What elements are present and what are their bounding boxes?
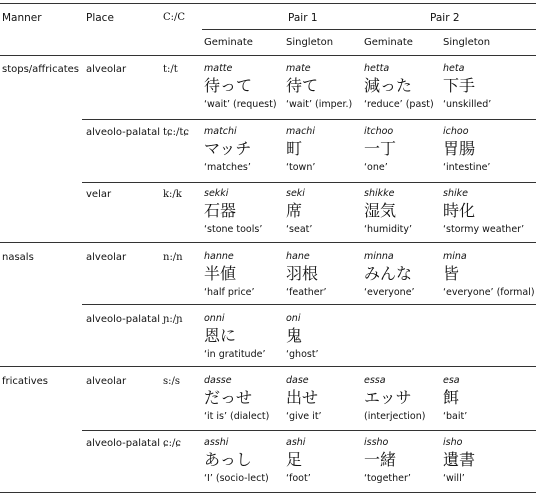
ipa-contrast: tɕ:/tɕ <box>163 127 189 138</box>
japanese-word: 羽根 <box>286 264 319 283</box>
gloss: ‘unskilled’ <box>443 99 492 110</box>
japanese-word: 半値 <box>204 264 237 283</box>
group-separator <box>0 242 536 243</box>
romanization: mate <box>286 63 311 74</box>
gloss: ‘matches’ <box>204 162 251 173</box>
romanization: seki <box>286 188 305 199</box>
romanization: heta <box>443 63 465 74</box>
ipa-contrast: t:/t <box>163 64 178 75</box>
japanese-word: みんな <box>364 264 413 283</box>
place-label: alveolo-palatal <box>86 127 160 138</box>
gloss: ‘stone tools’ <box>204 224 263 235</box>
romanization: hanne <box>204 251 234 262</box>
header-manner: Manner <box>2 12 42 24</box>
gloss: ‘it is’ (dialect) <box>204 411 270 422</box>
header-pair-1: Pair 1 <box>288 12 318 24</box>
romanization: shike <box>443 188 468 199</box>
romanization: ashi <box>286 437 306 448</box>
header-cc: C:/C <box>163 12 186 23</box>
romanization: matte <box>204 63 233 74</box>
romanization: matchi <box>204 126 237 137</box>
romanization: dase <box>286 375 309 386</box>
subheader-geminate-2: Geminate <box>364 37 413 48</box>
gloss: ‘wait’ (imper.) <box>286 99 353 110</box>
ipa-contrast: k:/k <box>163 189 182 200</box>
ipa-contrast: ɕ:/ɕ <box>163 438 181 449</box>
japanese-word: 下手 <box>443 76 476 95</box>
romanization: asshi <box>204 437 229 448</box>
table-bottom-rule <box>0 492 536 493</box>
romanization: hetta <box>364 63 390 74</box>
romanization: machi <box>286 126 315 137</box>
romanization: sekki <box>204 188 229 199</box>
place-label: alveolar <box>86 376 127 387</box>
gloss: ‘in gratitude’ <box>204 349 266 360</box>
subheader-singleton-2: Singleton <box>443 37 491 48</box>
gloss: ‘reduce’ (past) <box>364 99 434 110</box>
japanese-word: 餌 <box>443 388 460 407</box>
gloss: ‘one’ <box>364 162 388 173</box>
gloss: ‘humidity’ <box>364 224 412 235</box>
gloss: ‘will’ <box>443 473 465 484</box>
gloss: (interjection) <box>364 411 426 422</box>
pair-header-rule <box>202 29 536 30</box>
japanese-word: 一丁 <box>364 139 397 158</box>
gloss: ‘wait’ (request) <box>204 99 277 110</box>
gloss: ‘ghost’ <box>286 349 319 360</box>
japanese-word: 胃腸 <box>443 139 476 158</box>
ipa-contrast: ɲ:/ɲ <box>163 314 183 325</box>
japanese-word: 恩に <box>204 326 237 345</box>
japanese-word: 石器 <box>204 201 237 220</box>
japanese-word: 出せ <box>286 388 319 407</box>
row-separator <box>82 304 536 305</box>
subheader-singleton-1: Singleton <box>286 37 334 48</box>
row-separator <box>82 182 536 183</box>
row-separator <box>82 119 536 120</box>
gloss: ‘seat’ <box>286 224 313 235</box>
gloss: ‘town’ <box>286 162 316 173</box>
header-place: Place <box>86 12 114 24</box>
japanese-word: 鬼 <box>286 326 303 345</box>
japanese-word: 減った <box>364 76 413 95</box>
japanese-word: あっし <box>204 450 252 469</box>
romanization: issho <box>364 437 389 448</box>
manner-label: fricatives <box>2 376 49 387</box>
gloss: ‘feather’ <box>286 287 327 298</box>
header-pair-2: Pair 2 <box>430 12 460 24</box>
gloss: ‘bait’ <box>443 411 468 422</box>
ipa-contrast: n:/n <box>163 252 183 263</box>
gloss: ‘together’ <box>364 473 411 484</box>
gloss: ‘foot’ <box>286 473 311 484</box>
japanese-word: 町 <box>286 139 303 158</box>
manner-label: stops/affricates <box>2 64 79 75</box>
japanese-word: 時化 <box>443 201 476 220</box>
romanization: mina <box>443 251 467 262</box>
japanese-word: 待て <box>286 76 319 95</box>
japanese-word: 遺書 <box>443 450 476 469</box>
japanese-word: 湿気 <box>364 201 397 220</box>
gloss: ‘half price’ <box>204 287 255 298</box>
japanese-word: エッサ <box>364 388 412 407</box>
japanese-word: マッチ <box>204 139 252 158</box>
place-label: alveolo-palatal <box>86 314 160 325</box>
row-separator <box>82 430 536 431</box>
gloss: ‘I’ (socio-lect) <box>204 473 269 484</box>
place-label: velar <box>86 189 112 200</box>
romanization: esa <box>443 375 460 386</box>
japanese-word: だっせ <box>204 388 253 407</box>
romanization: ichoo <box>443 126 469 137</box>
gloss: ‘everyone’ <box>364 287 415 298</box>
place-label: alveolar <box>86 252 127 263</box>
gloss: ‘give it’ <box>286 411 322 422</box>
romanization: dasse <box>204 375 232 386</box>
header-bottom-rule <box>0 55 536 56</box>
subheader-geminate-1: Geminate <box>204 37 253 48</box>
ipa-contrast: s:/s <box>163 376 181 387</box>
place-label: alveolar <box>86 64 127 75</box>
gloss: ‘everyone’ (formal) <box>443 287 535 298</box>
japanese-word: 一緒 <box>364 450 397 469</box>
romanization: essa <box>364 375 386 386</box>
romanization: minna <box>364 251 394 262</box>
table-top-rule <box>0 3 536 4</box>
japanese-word: 皆 <box>443 264 460 283</box>
gloss: ‘stormy weather’ <box>443 224 525 235</box>
group-separator <box>0 366 536 367</box>
gloss: ‘intestine’ <box>443 162 491 173</box>
romanization: itchoo <box>364 126 394 137</box>
romanization: shikke <box>364 188 395 199</box>
japanese-word: 待って <box>204 76 253 95</box>
manner-label: nasals <box>2 252 34 263</box>
romanization: onni <box>204 313 225 324</box>
romanization: oni <box>286 313 301 324</box>
japanese-word: 足 <box>286 450 303 469</box>
place-label: alveolo-palatal <box>86 438 160 449</box>
romanization: hane <box>286 251 310 262</box>
japanese-word: 席 <box>286 201 303 220</box>
romanization: isho <box>443 437 463 448</box>
